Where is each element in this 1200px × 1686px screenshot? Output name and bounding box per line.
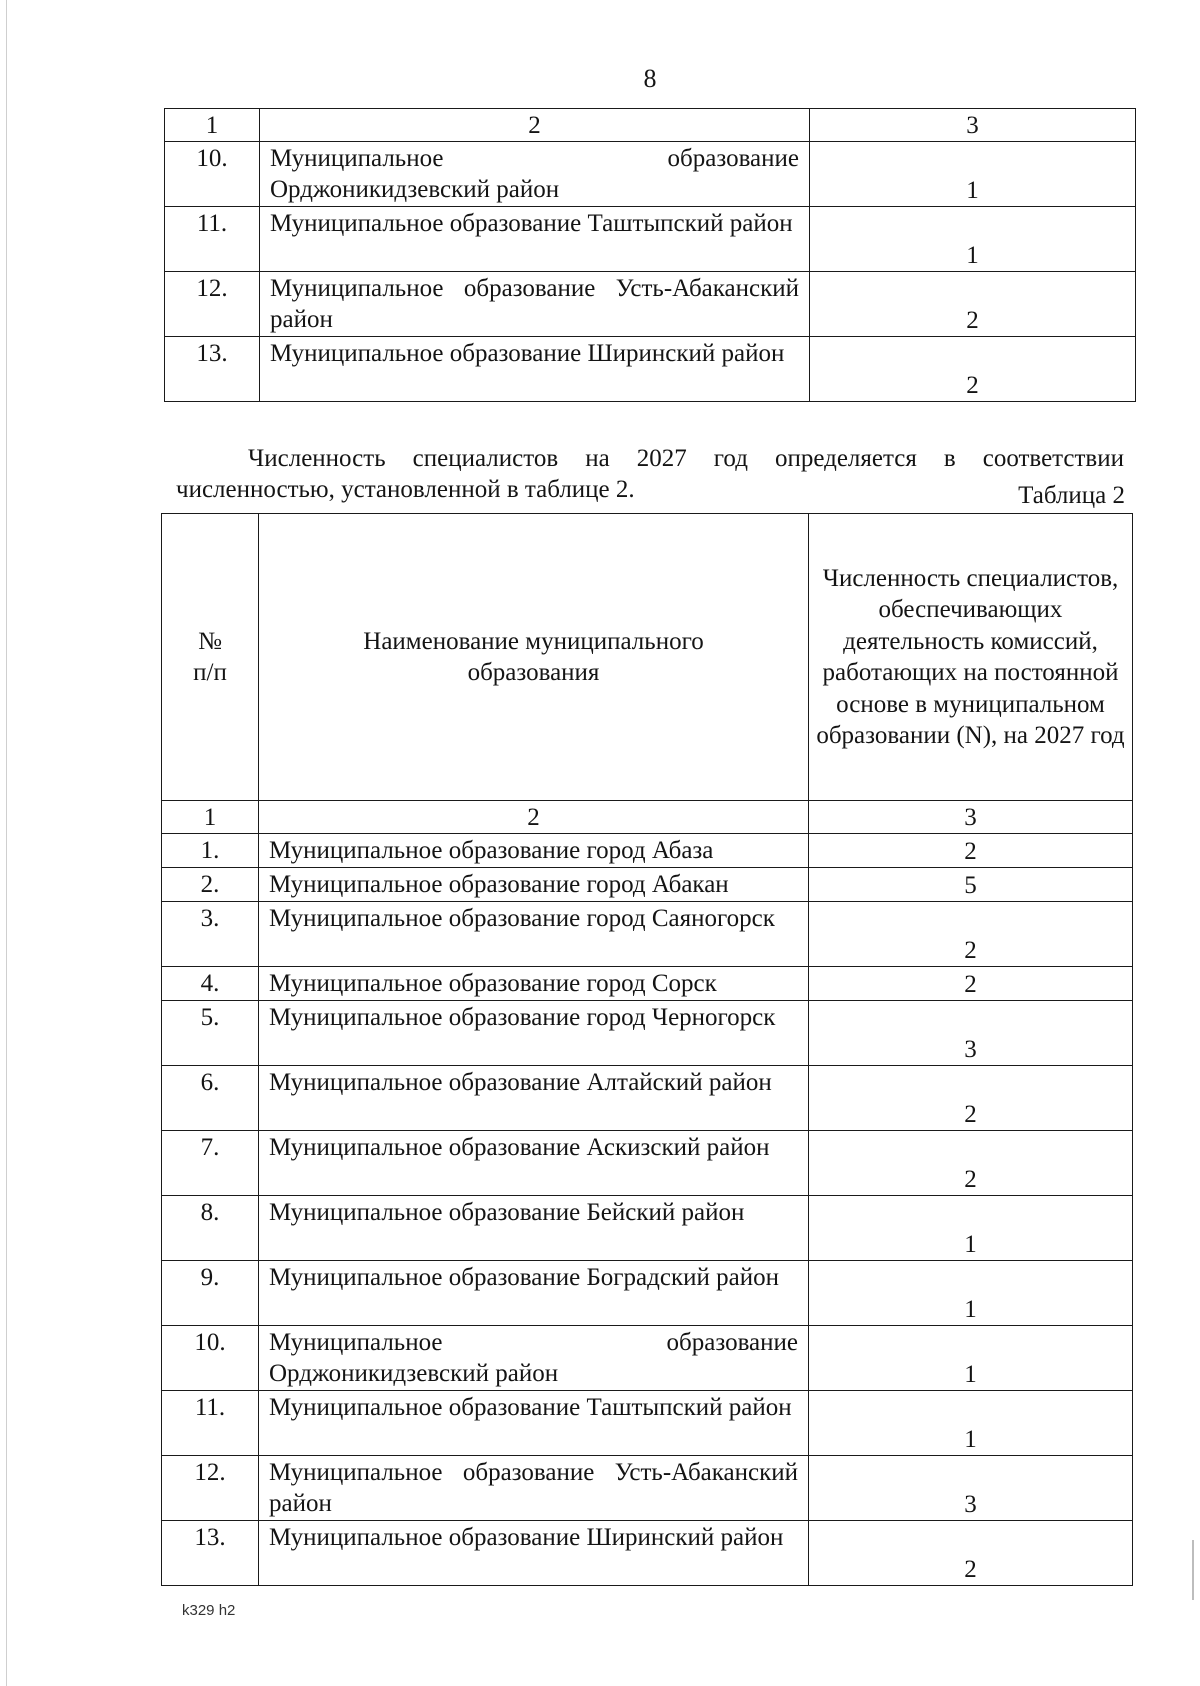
specialist-count: 2 (809, 902, 1133, 967)
municipality-name: Муниципальное образование город Абаза (259, 834, 809, 868)
header-value-column (809, 514, 1133, 801)
table-1-index-col-1: 1 (165, 109, 260, 142)
table-row (165, 337, 1136, 402)
header-name-label: Наименование муниципального образования (363, 627, 704, 686)
specialist-count: 2 (809, 1521, 1133, 1586)
municipality-name: Муниципальное образование Бейский район (259, 1196, 809, 1261)
table-row (162, 1391, 1133, 1456)
table-row (162, 868, 1133, 902)
specialist-count: 2 (809, 1131, 1133, 1196)
row-number: 10. (165, 142, 260, 207)
table-row (162, 1456, 1133, 1521)
row-number: 13. (162, 1521, 259, 1586)
header-value-label: Численность специалистов, обеспечивающих деятельность комиссий, работающих на постоянной основе в муниципальном образовании (N), на 2027 год (816, 564, 1125, 749)
row-number: 11. (162, 1391, 259, 1456)
table-row (162, 834, 1133, 868)
municipality-name: Муниципальное образование город Сорск (259, 967, 809, 1001)
table-1-continuation (164, 108, 1136, 402)
municipality-name: Муниципальное образование Таштыпский район (260, 207, 810, 272)
municipality-name: Муниципальное образование Алтайский район (259, 1066, 809, 1131)
municipality-name: Муниципальное образование город Черногорск (259, 1001, 809, 1066)
scan-edge-left (6, 0, 7, 1686)
specialist-count: 1 (810, 142, 1136, 207)
municipality-name: Муниципальное образование город Абакан (259, 868, 809, 902)
row-number: 9. (162, 1261, 259, 1326)
table-row (162, 1261, 1133, 1326)
municipality-name: Муниципальное образование Орджоникидзевский район (259, 1326, 809, 1391)
table-1-index-row (165, 109, 1136, 142)
table-row (165, 142, 1136, 207)
table-2-index-col-1: 1 (162, 801, 259, 834)
table-row (162, 902, 1133, 967)
specialist-count: 3 (809, 1456, 1133, 1521)
municipality-name: Муниципальное образование Аскизский район (259, 1131, 809, 1196)
municipality-name: Муниципальное образование город Саяногорск (259, 902, 809, 967)
table-1-index-col-3: 3 (810, 109, 1136, 142)
table-row (162, 1001, 1133, 1066)
municipality-name: Муниципальное образование Ширинский район (260, 337, 810, 402)
table-row (165, 272, 1136, 337)
specialist-count: 2 (809, 834, 1133, 868)
row-number: 1. (162, 834, 259, 868)
scan-edge-right (1192, 1540, 1194, 1600)
row-number: 4. (162, 967, 259, 1001)
row-number: 12. (165, 272, 260, 337)
specialist-count: 1 (809, 1391, 1133, 1456)
table-2 (161, 513, 1133, 1586)
row-number: 10. (162, 1326, 259, 1391)
municipality-name: Муниципальное образование Боградский район (259, 1261, 809, 1326)
municipality-name: Муниципальное образование Усть-Абаканский район (260, 272, 810, 337)
table-2-index-col-3: 3 (809, 801, 1133, 834)
row-number: 7. (162, 1131, 259, 1196)
row-number: 2. (162, 868, 259, 902)
row-number: 6. (162, 1066, 259, 1131)
table-2-caption: Таблица 2 (1018, 482, 1125, 509)
specialist-count: 3 (809, 1001, 1133, 1066)
page-number: 8 (643, 64, 657, 93)
table-row (162, 1066, 1133, 1131)
table-row (162, 1521, 1133, 1586)
header-number-column (162, 514, 259, 801)
table-row (162, 1131, 1133, 1196)
municipality-name: Муниципальное образование Таштыпский район (259, 1391, 809, 1456)
table-1-index-col-2: 2 (260, 109, 810, 142)
footer-document-code: k329 h2 (182, 1602, 236, 1619)
specialist-count: 1 (809, 1261, 1133, 1326)
specialist-count: 2 (809, 967, 1133, 1001)
header-name-column (259, 514, 809, 801)
specialist-count: 2 (810, 337, 1136, 402)
table-row (162, 1196, 1133, 1261)
municipality-name: Муниципальное образование Ширинский район (259, 1521, 809, 1586)
specialist-count: 1 (809, 1326, 1133, 1391)
body-paragraph: Численность специалистов на 2027 год определяется в соответствии численностью, установленной в таблице 2. (176, 445, 1124, 503)
specialist-count: 1 (810, 207, 1136, 272)
row-number: 12. (162, 1456, 259, 1521)
table-row (165, 207, 1136, 272)
table-2-index-col-2: 2 (259, 801, 809, 834)
specialist-count: 5 (809, 868, 1133, 902)
municipality-name: Муниципальное образование Орджоникидзевский район (260, 142, 810, 207)
specialist-count: 1 (809, 1196, 1133, 1261)
row-number: 5. (162, 1001, 259, 1066)
row-number: 13. (165, 337, 260, 402)
municipality-name: Муниципальное образование Усть-Абаканский район (259, 1456, 809, 1521)
table-row (162, 967, 1133, 1001)
table-2-header-row (162, 514, 1133, 801)
table-row (162, 1326, 1133, 1391)
specialist-count: 2 (809, 1066, 1133, 1131)
row-number: 3. (162, 902, 259, 967)
row-number: 11. (165, 207, 260, 272)
specialist-count: 2 (810, 272, 1136, 337)
header-number-label: № п/п (193, 627, 227, 686)
table-2-index-row (162, 801, 1133, 834)
row-number: 8. (162, 1196, 259, 1261)
